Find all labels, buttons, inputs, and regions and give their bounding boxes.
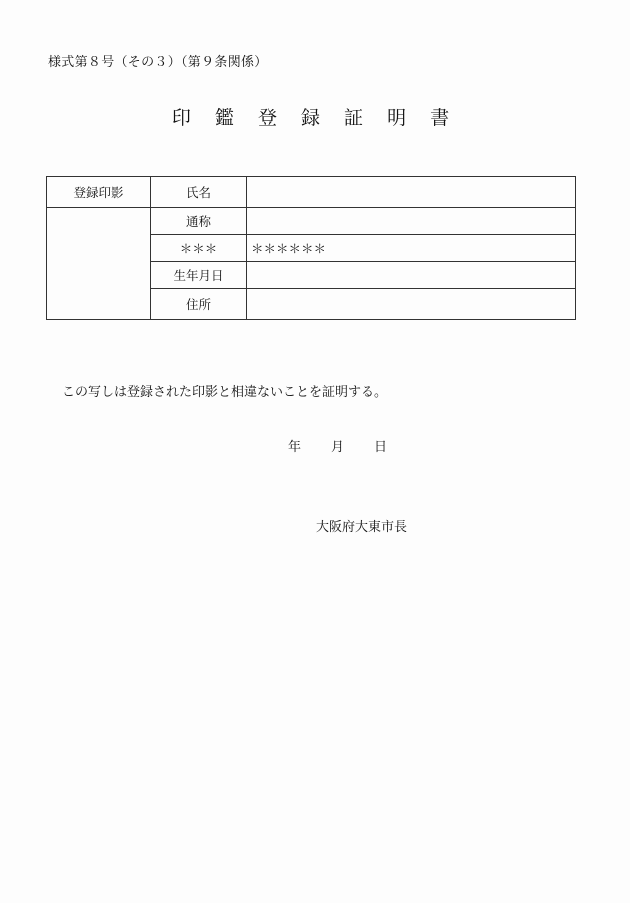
form-number: 様式第８号（その３）（第９条関係） — [48, 55, 268, 70]
issue-date — [288, 436, 387, 455]
registration-table — [46, 176, 576, 320]
table-row — [47, 208, 576, 235]
seal-impression-cell — [47, 208, 151, 320]
birthdate-value — [247, 262, 576, 289]
certification-statement: この写しは登録された印影と相違ないことを証明する。 — [62, 385, 388, 400]
issuer-name: 大阪府大東市長 — [316, 520, 408, 535]
table-row — [47, 177, 576, 208]
address-value — [247, 289, 576, 320]
masked-label: ＊＊＊ — [151, 235, 247, 262]
year-label: 年 — [288, 440, 302, 455]
name-label: 氏名 — [151, 177, 247, 208]
day-label: 日 — [374, 440, 388, 455]
month-label: 月 — [331, 440, 345, 455]
masked-value: ＊＊＊＊＊＊ — [247, 235, 576, 262]
document-title: 印 鑑 登 録 証 明 書 — [171, 107, 459, 129]
address-label: 住所 — [151, 289, 247, 320]
alias-value — [247, 208, 576, 235]
birthdate-label: 生年月日 — [151, 262, 247, 289]
seal-header-cell: 登録印影 — [47, 177, 151, 208]
name-value — [247, 177, 576, 208]
alias-label: 通称 — [151, 208, 247, 235]
